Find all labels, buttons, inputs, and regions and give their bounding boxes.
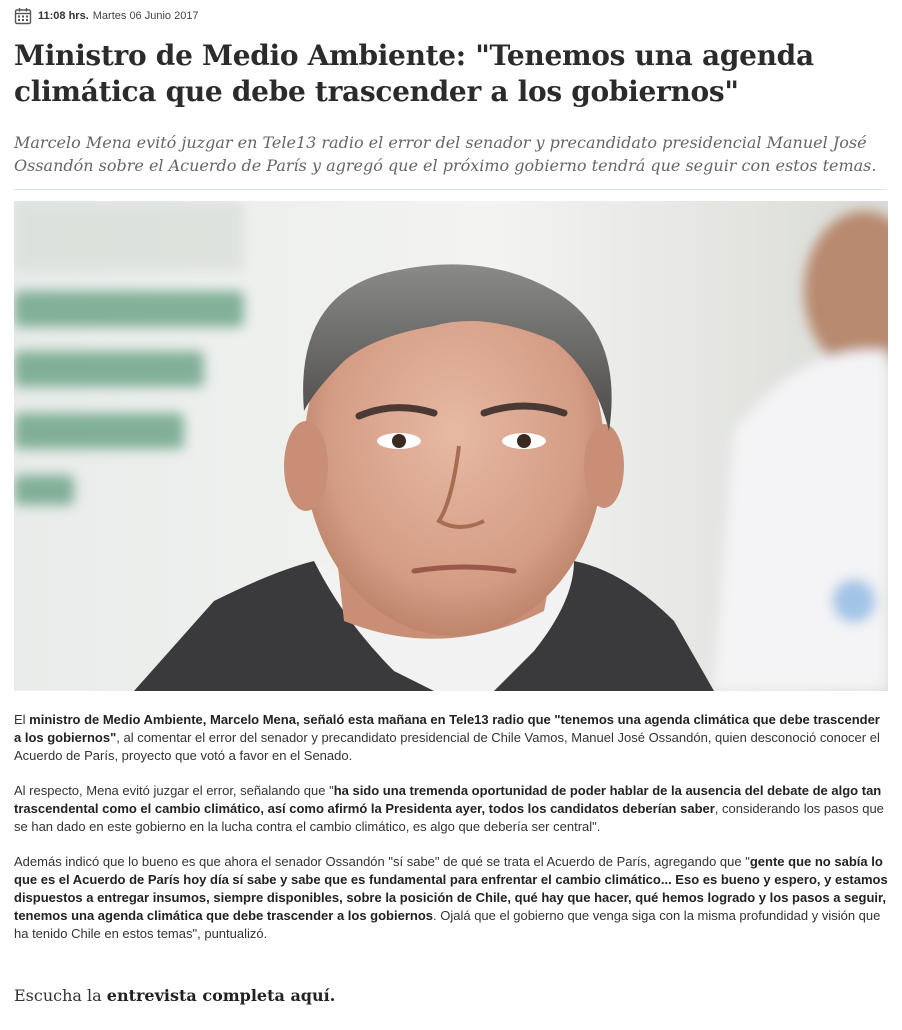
article-lead: Marcelo Mena evitó juzgar en Tele13 radio el error del senador y precandidato presidencial Manuel José Ossandón sobre el Acuerdo de París y agregó que el próximo gobierno tendrá que seguir con estos temas. (14, 133, 877, 175)
listen-line (14, 986, 335, 1005)
photo-minister-icon (14, 201, 888, 691)
publish-time: 11:08 hrs. (38, 10, 89, 22)
article-photo[interactable] (14, 201, 888, 691)
paragraph-2: Al respecto, Mena evitó juzgar el error, señalando que "ha sido una tremenda oportunidad de poder hablar de la ausencia del debate de algo tan trascendental como el cambio climático, así como afirmó la Presidenta ayer, todos los candidatos deberían saber, considerando los pasos que se han dado en este gobierno en la lucha contra el cambio climático, es algo que debería ser central". (14, 783, 884, 834)
interview-link[interactable]: entrevista completa aquí. (106, 986, 336, 1005)
paragraph-1: El ministro de Medio Ambiente, Marcelo Mena, señaló esta mañana en Tele13 radio que "tenemos una agenda climática que debe trascender a los gobiernos", al comentar el error del senador y precandidato presidencial de Chile Vamos, Manuel José Ossandón, quien desconoció conocer el Acuerdo de París, proyecto que votó a favor en el Senado. (14, 712, 880, 763)
publish-date: Martes 06 Junio 2017 (92, 10, 199, 22)
article-title: Ministro de Medio Ambiente: "Tenemos una agenda climática que debe trascender a los gobiernos" (14, 39, 814, 108)
divider (14, 189, 886, 190)
paragraph-3: Además indicó que lo bueno es que ahora el senador Ossandón "sí sabe" de qué se trata el Acuerdo de París, agregando que "gente que no sabía lo que es el Acuerdo de París hoy día sí sabe y sabe que es fundamental para enfrentar el cambio climático... Eso es bueno y espero, y estamos dispuestos a entregar insumos, siempre disponibles, sobre la posición de Chile, qué hay que hacer, qué hemos logrado y los pasos a seguir, tenemos una agenda climática que debe trascender a los gobiernos. Ojalá que el gobierno que venga siga con la misma profundidad y visión que ha tenido Chile en estos temas", puntualizó. (14, 854, 888, 941)
calendar-icon (14, 7, 32, 25)
listen-prefix: Escucha la (14, 986, 107, 1005)
article-body (14, 711, 890, 960)
publish-date-row (14, 6, 199, 26)
